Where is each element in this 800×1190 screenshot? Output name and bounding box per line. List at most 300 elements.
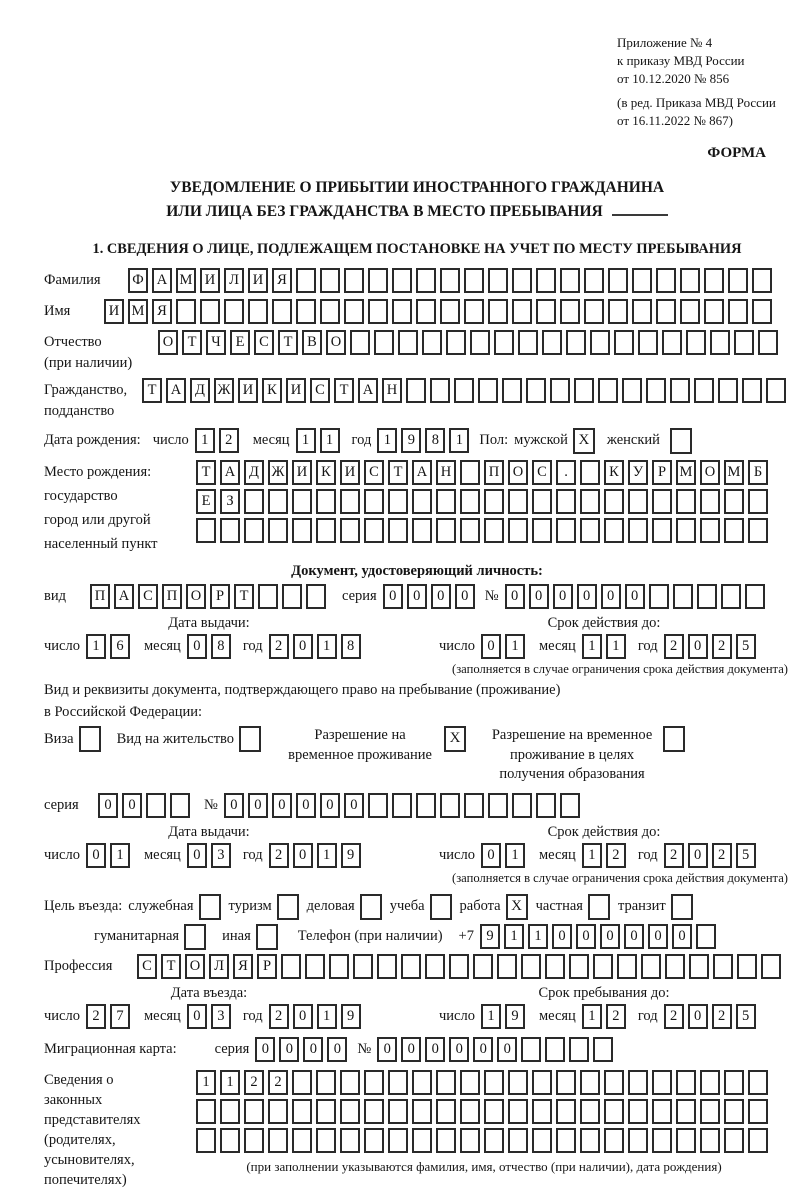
char-box[interactable] <box>460 1128 480 1153</box>
birthplace-boxes-row2[interactable] <box>196 489 772 514</box>
residence-issue-day-boxes[interactable] <box>86 843 134 868</box>
char-box[interactable] <box>281 954 301 979</box>
char-box[interactable]: Е <box>196 489 216 514</box>
char-box[interactable] <box>656 268 676 293</box>
char-box[interactable]: 1 <box>220 1070 240 1095</box>
char-box[interactable]: А <box>166 378 186 403</box>
char-box[interactable] <box>412 489 432 514</box>
char-box[interactable] <box>700 1128 720 1153</box>
char-box[interactable] <box>292 1070 312 1095</box>
char-box[interactable] <box>425 954 445 979</box>
char-box[interactable]: 1 <box>528 924 548 949</box>
char-box[interactable] <box>718 378 738 403</box>
identity-issue-year-boxes[interactable] <box>269 634 365 659</box>
char-box[interactable]: 0 <box>497 1037 517 1062</box>
birth-day-boxes[interactable] <box>195 428 243 453</box>
char-box[interactable]: Т <box>234 584 254 609</box>
char-box[interactable]: 0 <box>431 584 451 609</box>
char-box[interactable] <box>724 489 744 514</box>
char-box[interactable]: 0 <box>449 1037 469 1062</box>
char-box[interactable] <box>220 518 240 543</box>
option-temp-residence-education-checkbox[interactable] <box>663 726 685 752</box>
char-box[interactable] <box>526 378 546 403</box>
char-box[interactable] <box>622 378 642 403</box>
char-box[interactable]: 0 <box>505 584 525 609</box>
char-box[interactable]: 1 <box>377 428 397 453</box>
char-box[interactable] <box>704 299 724 324</box>
char-box[interactable]: М <box>128 299 148 324</box>
char-box[interactable]: 1 <box>582 1004 602 1029</box>
char-box[interactable] <box>392 793 412 818</box>
char-box[interactable] <box>593 954 613 979</box>
char-box[interactable] <box>508 1070 528 1095</box>
stay-day-boxes[interactable] <box>481 1004 529 1029</box>
purpose-official-checkbox[interactable] <box>199 894 221 920</box>
char-box[interactable]: 0 <box>320 793 340 818</box>
char-box[interactable] <box>617 954 637 979</box>
char-box[interactable]: Я <box>152 299 172 324</box>
char-box[interactable] <box>676 1128 696 1153</box>
char-box[interactable] <box>532 1099 552 1124</box>
char-box[interactable] <box>436 489 456 514</box>
char-box[interactable] <box>316 489 336 514</box>
char-box[interactable] <box>484 1070 504 1095</box>
representatives-boxes-row3[interactable] <box>196 1128 772 1153</box>
char-box[interactable]: 1 <box>481 1004 501 1029</box>
char-box[interactable] <box>316 1099 336 1124</box>
identity-valid-day-boxes[interactable] <box>481 634 529 659</box>
char-box[interactable]: 1 <box>449 428 469 453</box>
char-box[interactable]: 0 <box>122 793 142 818</box>
char-box[interactable]: Т <box>182 330 202 355</box>
char-box[interactable] <box>146 793 166 818</box>
char-box[interactable] <box>560 268 580 293</box>
char-box[interactable] <box>508 518 528 543</box>
char-box[interactable]: С <box>254 330 274 355</box>
char-box[interactable]: 2 <box>606 1004 626 1029</box>
char-box[interactable] <box>584 299 604 324</box>
char-box[interactable]: Р <box>257 954 277 979</box>
char-box[interactable] <box>464 793 484 818</box>
char-box[interactable]: Т <box>142 378 162 403</box>
char-box[interactable] <box>460 1070 480 1095</box>
char-box[interactable]: С <box>364 460 384 485</box>
char-box[interactable] <box>569 1037 589 1062</box>
char-box[interactable]: 5 <box>736 1004 756 1029</box>
char-box[interactable] <box>676 1070 696 1095</box>
char-box[interactable] <box>748 1128 768 1153</box>
sex-male-checkbox[interactable]: X <box>573 428 595 454</box>
char-box[interactable]: 9 <box>480 924 500 949</box>
identity-valid-year-boxes[interactable] <box>664 634 760 659</box>
char-box[interactable]: 0 <box>224 793 244 818</box>
char-box[interactable] <box>560 793 580 818</box>
char-box[interactable] <box>340 1070 360 1095</box>
char-box[interactable] <box>518 330 538 355</box>
char-box[interactable] <box>680 268 700 293</box>
char-box[interactable] <box>550 378 570 403</box>
option-visa-checkbox[interactable] <box>79 726 101 752</box>
char-box[interactable] <box>604 1099 624 1124</box>
migcard-number-boxes[interactable] <box>377 1037 617 1062</box>
char-box[interactable]: 1 <box>504 924 524 949</box>
char-box[interactable] <box>748 489 768 514</box>
char-box[interactable] <box>556 518 576 543</box>
residence-issue-year-boxes[interactable] <box>269 843 365 868</box>
char-box[interactable] <box>350 330 370 355</box>
char-box[interactable] <box>638 330 658 355</box>
char-box[interactable]: 0 <box>481 843 501 868</box>
char-box[interactable] <box>604 489 624 514</box>
residence-valid-month-boxes[interactable] <box>582 843 630 868</box>
char-box[interactable]: О <box>186 584 206 609</box>
char-box[interactable] <box>292 518 312 543</box>
migcard-series-boxes[interactable] <box>255 1037 351 1062</box>
profession-boxes[interactable] <box>137 954 785 979</box>
char-box[interactable] <box>244 518 264 543</box>
char-box[interactable] <box>292 489 312 514</box>
char-box[interactable] <box>574 378 594 403</box>
char-box[interactable]: 0 <box>377 1037 397 1062</box>
char-box[interactable]: 0 <box>293 843 313 868</box>
char-box[interactable] <box>344 268 364 293</box>
char-box[interactable]: А <box>114 584 134 609</box>
char-box[interactable] <box>416 268 436 293</box>
char-box[interactable] <box>340 489 360 514</box>
char-box[interactable] <box>305 954 325 979</box>
char-box[interactable]: 0 <box>279 1037 299 1062</box>
char-box[interactable] <box>224 299 244 324</box>
char-box[interactable]: 9 <box>341 1004 361 1029</box>
char-box[interactable]: 0 <box>272 793 292 818</box>
char-box[interactable]: 0 <box>688 1004 708 1029</box>
char-box[interactable]: И <box>248 268 268 293</box>
char-box[interactable] <box>696 924 716 949</box>
char-box[interactable] <box>320 299 340 324</box>
char-box[interactable]: 0 <box>672 924 692 949</box>
char-box[interactable] <box>532 1070 552 1095</box>
char-box[interactable] <box>665 954 685 979</box>
char-box[interactable]: 3 <box>211 1004 231 1029</box>
char-box[interactable]: 1 <box>317 843 337 868</box>
char-box[interactable] <box>440 268 460 293</box>
char-box[interactable] <box>542 330 562 355</box>
char-box[interactable] <box>580 489 600 514</box>
char-box[interactable] <box>196 1099 216 1124</box>
char-box[interactable] <box>412 1128 432 1153</box>
char-box[interactable]: К <box>604 460 624 485</box>
identity-number-boxes[interactable] <box>505 584 769 609</box>
char-box[interactable] <box>521 1037 541 1062</box>
char-box[interactable] <box>364 1099 384 1124</box>
char-box[interactable] <box>488 299 508 324</box>
char-box[interactable] <box>590 330 610 355</box>
char-box[interactable]: И <box>238 378 258 403</box>
birthplace-boxes-row3[interactable] <box>196 518 772 543</box>
char-box[interactable]: А <box>220 460 240 485</box>
char-box[interactable]: 2 <box>664 634 684 659</box>
char-box[interactable] <box>374 330 394 355</box>
char-box[interactable] <box>292 1099 312 1124</box>
purpose-other-checkbox[interactable] <box>256 924 278 950</box>
char-box[interactable] <box>340 1099 360 1124</box>
char-box[interactable]: 5 <box>736 634 756 659</box>
char-box[interactable]: Т <box>161 954 181 979</box>
char-box[interactable]: 8 <box>425 428 445 453</box>
char-box[interactable] <box>604 1070 624 1095</box>
char-box[interactable] <box>340 518 360 543</box>
char-box[interactable]: 0 <box>576 924 596 949</box>
char-box[interactable]: 2 <box>664 1004 684 1029</box>
char-box[interactable]: 6 <box>110 634 130 659</box>
char-box[interactable]: С <box>138 584 158 609</box>
char-box[interactable] <box>508 489 528 514</box>
char-box[interactable] <box>670 378 690 403</box>
char-box[interactable]: А <box>152 268 172 293</box>
char-box[interactable] <box>412 1070 432 1095</box>
char-box[interactable] <box>416 299 436 324</box>
char-box[interactable]: П <box>162 584 182 609</box>
char-box[interactable] <box>460 1099 480 1124</box>
residence-valid-day-boxes[interactable] <box>481 843 529 868</box>
char-box[interactable]: 1 <box>86 634 106 659</box>
char-box[interactable] <box>536 793 556 818</box>
char-box[interactable] <box>508 1128 528 1153</box>
char-box[interactable] <box>580 1070 600 1095</box>
char-box[interactable] <box>556 489 576 514</box>
char-box[interactable] <box>388 1128 408 1153</box>
char-box[interactable]: 0 <box>293 634 313 659</box>
char-box[interactable]: 0 <box>407 584 427 609</box>
char-box[interactable]: 8 <box>341 634 361 659</box>
char-box[interactable] <box>436 1099 456 1124</box>
char-box[interactable]: 0 <box>187 634 207 659</box>
char-box[interactable]: Т <box>278 330 298 355</box>
char-box[interactable] <box>388 1099 408 1124</box>
char-box[interactable] <box>484 1099 504 1124</box>
char-box[interactable]: 0 <box>600 924 620 949</box>
char-box[interactable]: 2 <box>244 1070 264 1095</box>
char-box[interactable]: 1 <box>606 634 626 659</box>
char-box[interactable]: П <box>90 584 110 609</box>
char-box[interactable]: 0 <box>248 793 268 818</box>
char-box[interactable] <box>641 954 661 979</box>
char-box[interactable]: Б <box>748 460 768 485</box>
char-box[interactable]: И <box>292 460 312 485</box>
char-box[interactable]: 1 <box>582 634 602 659</box>
char-box[interactable]: Л <box>224 268 244 293</box>
char-box[interactable]: 1 <box>317 634 337 659</box>
char-box[interactable] <box>742 378 762 403</box>
char-box[interactable] <box>748 1070 768 1095</box>
char-box[interactable] <box>737 954 757 979</box>
char-box[interactable] <box>340 1128 360 1153</box>
char-box[interactable] <box>388 489 408 514</box>
char-box[interactable]: 0 <box>601 584 621 609</box>
char-box[interactable] <box>545 1037 565 1062</box>
char-box[interactable]: 2 <box>664 843 684 868</box>
char-box[interactable] <box>673 584 693 609</box>
char-box[interactable]: 0 <box>98 793 118 818</box>
char-box[interactable]: 1 <box>317 1004 337 1029</box>
char-box[interactable]: 2 <box>712 843 732 868</box>
char-box[interactable] <box>473 954 493 979</box>
char-box[interactable] <box>632 299 652 324</box>
char-box[interactable]: О <box>326 330 346 355</box>
char-box[interactable] <box>316 1070 336 1095</box>
char-box[interactable] <box>460 489 480 514</box>
char-box[interactable] <box>470 330 490 355</box>
char-box[interactable] <box>258 584 278 609</box>
purpose-transit-checkbox[interactable] <box>671 894 693 920</box>
char-box[interactable] <box>628 489 648 514</box>
phone-boxes[interactable] <box>480 924 720 949</box>
char-box[interactable] <box>584 268 604 293</box>
char-box[interactable] <box>464 268 484 293</box>
char-box[interactable]: 0 <box>577 584 597 609</box>
char-box[interactable]: С <box>532 460 552 485</box>
char-box[interactable] <box>364 489 384 514</box>
char-box[interactable] <box>689 954 709 979</box>
char-box[interactable] <box>632 268 652 293</box>
char-box[interactable] <box>306 584 326 609</box>
char-box[interactable] <box>532 489 552 514</box>
char-box[interactable] <box>512 299 532 324</box>
char-box[interactable] <box>532 1128 552 1153</box>
char-box[interactable] <box>220 1128 240 1153</box>
residence-series-boxes[interactable] <box>98 793 194 818</box>
char-box[interactable]: И <box>104 299 124 324</box>
char-box[interactable] <box>569 954 589 979</box>
char-box[interactable] <box>460 518 480 543</box>
char-box[interactable]: 0 <box>303 1037 323 1062</box>
char-box[interactable] <box>494 330 514 355</box>
char-box[interactable] <box>368 268 388 293</box>
char-box[interactable] <box>436 518 456 543</box>
char-box[interactable] <box>244 1099 264 1124</box>
char-box[interactable] <box>497 954 517 979</box>
char-box[interactable]: П <box>484 460 504 485</box>
identity-issue-day-boxes[interactable] <box>86 634 134 659</box>
char-box[interactable] <box>728 299 748 324</box>
char-box[interactable] <box>628 1128 648 1153</box>
char-box[interactable]: 0 <box>481 634 501 659</box>
char-box[interactable] <box>628 1099 648 1124</box>
char-box[interactable]: 2 <box>269 843 289 868</box>
purpose-private-checkbox[interactable] <box>588 894 610 920</box>
char-box[interactable] <box>593 1037 613 1062</box>
char-box[interactable]: 0 <box>648 924 668 949</box>
char-box[interactable]: К <box>262 378 282 403</box>
char-box[interactable]: З <box>220 489 240 514</box>
char-box[interactable] <box>652 1099 672 1124</box>
char-box[interactable]: 0 <box>529 584 549 609</box>
entry-year-boxes[interactable] <box>269 1004 365 1029</box>
char-box[interactable] <box>676 489 696 514</box>
purpose-humanitarian-checkbox[interactable] <box>184 924 206 950</box>
char-box[interactable] <box>430 378 450 403</box>
char-box[interactable] <box>652 489 672 514</box>
char-box[interactable]: Р <box>210 584 230 609</box>
char-box[interactable] <box>392 268 412 293</box>
char-box[interactable] <box>604 1128 624 1153</box>
char-box[interactable]: 9 <box>401 428 421 453</box>
char-box[interactable]: 0 <box>688 843 708 868</box>
char-box[interactable]: 0 <box>296 793 316 818</box>
identity-issue-month-boxes[interactable] <box>187 634 235 659</box>
char-box[interactable] <box>646 378 666 403</box>
char-box[interactable] <box>710 330 730 355</box>
char-box[interactable]: 0 <box>187 1004 207 1029</box>
char-box[interactable]: 0 <box>625 584 645 609</box>
char-box[interactable]: Т <box>334 378 354 403</box>
char-box[interactable] <box>488 793 508 818</box>
char-box[interactable] <box>440 299 460 324</box>
char-box[interactable] <box>320 268 340 293</box>
char-box[interactable] <box>604 518 624 543</box>
char-box[interactable]: 0 <box>425 1037 445 1062</box>
char-box[interactable] <box>676 1099 696 1124</box>
char-box[interactable] <box>508 1099 528 1124</box>
char-box[interactable] <box>556 1099 576 1124</box>
char-box[interactable]: 1 <box>505 634 525 659</box>
char-box[interactable]: 2 <box>219 428 239 453</box>
char-box[interactable]: Л <box>209 954 229 979</box>
char-box[interactable]: Ч <box>206 330 226 355</box>
char-box[interactable]: С <box>137 954 157 979</box>
birth-year-boxes[interactable] <box>377 428 473 453</box>
char-box[interactable] <box>316 518 336 543</box>
char-box[interactable]: 3 <box>211 843 231 868</box>
char-box[interactable] <box>364 1128 384 1153</box>
option-residence-permit-checkbox[interactable] <box>239 726 261 752</box>
char-box[interactable] <box>406 378 426 403</box>
char-box[interactable] <box>748 1099 768 1124</box>
char-box[interactable] <box>556 1128 576 1153</box>
char-box[interactable] <box>628 518 648 543</box>
char-box[interactable] <box>422 330 442 355</box>
char-box[interactable]: 0 <box>344 793 364 818</box>
char-box[interactable]: О <box>158 330 178 355</box>
birth-month-boxes[interactable] <box>296 428 344 453</box>
char-box[interactable]: 0 <box>552 924 572 949</box>
char-box[interactable] <box>580 1099 600 1124</box>
char-box[interactable] <box>440 793 460 818</box>
char-box[interactable] <box>745 584 765 609</box>
sex-female-checkbox[interactable] <box>670 428 692 454</box>
char-box[interactable] <box>694 378 714 403</box>
char-box[interactable]: 1 <box>296 428 316 453</box>
char-box[interactable] <box>220 1099 240 1124</box>
char-box[interactable] <box>713 954 733 979</box>
char-box[interactable] <box>662 330 682 355</box>
char-box[interactable]: А <box>412 460 432 485</box>
char-box[interactable] <box>484 489 504 514</box>
char-box[interactable] <box>329 954 349 979</box>
char-box[interactable]: 1 <box>110 843 130 868</box>
char-box[interactable] <box>748 518 768 543</box>
char-box[interactable] <box>502 378 522 403</box>
surname-boxes[interactable] <box>128 268 776 293</box>
char-box[interactable]: У <box>628 460 648 485</box>
char-box[interactable]: 2 <box>86 1004 106 1029</box>
char-box[interactable] <box>176 299 196 324</box>
char-box[interactable] <box>316 1128 336 1153</box>
identity-kind-boxes[interactable] <box>90 584 330 609</box>
name-boxes[interactable] <box>104 299 776 324</box>
char-box[interactable]: 0 <box>255 1037 275 1062</box>
char-box[interactable]: 9 <box>341 843 361 868</box>
